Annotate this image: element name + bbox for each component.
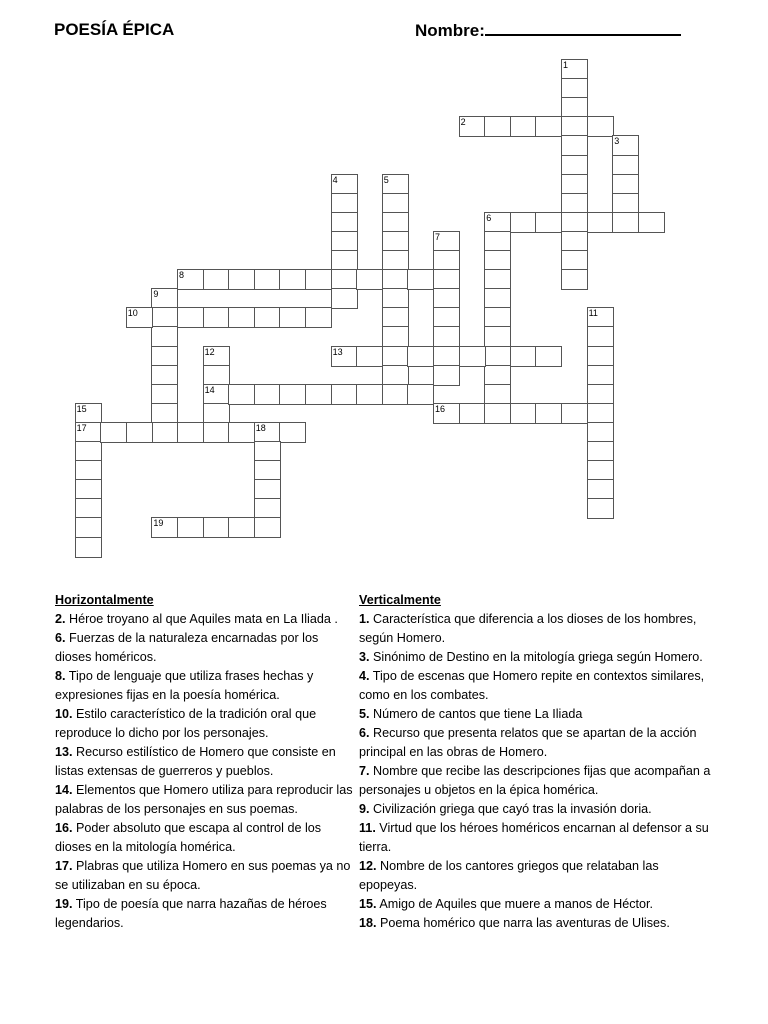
crossword-cell[interactable] xyxy=(433,307,460,328)
crossword-cell[interactable] xyxy=(484,288,511,309)
crossword-cell[interactable] xyxy=(484,116,511,137)
crossword-cell[interactable] xyxy=(331,288,358,309)
crossword-cell[interactable] xyxy=(535,212,562,233)
crossword-cell[interactable] xyxy=(279,384,306,405)
crossword-cell[interactable] xyxy=(151,307,178,328)
clue-number: 19. xyxy=(55,897,73,911)
crossword-cell[interactable] xyxy=(254,460,281,481)
crossword-cell[interactable] xyxy=(433,365,460,386)
crossword-cell[interactable] xyxy=(151,288,178,309)
across-heading: Horizontalmente xyxy=(55,593,154,607)
crossword-cell[interactable] xyxy=(75,403,102,424)
crossword-cell[interactable] xyxy=(612,155,639,176)
crossword-cell[interactable] xyxy=(203,346,230,367)
crossword-cell[interactable] xyxy=(459,346,486,367)
crossword-cell[interactable] xyxy=(407,346,434,367)
crossword-cell[interactable] xyxy=(254,307,281,328)
crossword-cell[interactable] xyxy=(382,326,409,347)
clue-number: 4. xyxy=(359,669,370,683)
clue-item xyxy=(359,819,717,857)
crossword-cell[interactable] xyxy=(561,403,588,424)
crossword-cell[interactable] xyxy=(433,250,460,271)
crossword-cell[interactable] xyxy=(151,517,178,538)
crossword-cell[interactable] xyxy=(331,212,358,233)
clue-item xyxy=(55,895,357,933)
clue-number: 1. xyxy=(359,612,370,626)
crossword-cell[interactable] xyxy=(587,307,614,328)
crossword-cell[interactable] xyxy=(75,460,102,481)
clue-text: Número de cantos que tiene La Iliada xyxy=(369,707,583,721)
clue-item xyxy=(359,724,717,762)
down-clues xyxy=(359,591,717,933)
crossword-cell[interactable] xyxy=(561,193,588,214)
clue-text: Poder absoluto que escapa al control de los dioses en la mitología homérica. xyxy=(55,821,322,854)
crossword-cell[interactable] xyxy=(510,403,537,424)
crossword-cell[interactable] xyxy=(612,212,639,233)
crossword-cell[interactable] xyxy=(510,116,537,137)
clue-number: 8. xyxy=(55,669,66,683)
clue-number: 10. xyxy=(55,707,73,721)
crossword-cell[interactable] xyxy=(587,479,614,500)
crossword-cell[interactable] xyxy=(305,384,332,405)
crossword-cell[interactable] xyxy=(305,269,332,290)
crossword-cell[interactable] xyxy=(433,346,460,367)
crossword-cell[interactable] xyxy=(612,135,639,156)
clue-item xyxy=(55,629,357,667)
crossword-cell[interactable] xyxy=(203,307,230,328)
crossword-cell[interactable] xyxy=(177,517,204,538)
clue-text: Fuerzas de la naturaleza encarnadas por los dioses homéricos. xyxy=(55,631,319,664)
clue-text: Característica que diferencia a los dioses de los hombres, según Homero. xyxy=(359,612,697,645)
crossword-cell[interactable] xyxy=(587,326,614,347)
clue-number: 4 xyxy=(332,174,338,185)
clue-item xyxy=(359,762,717,800)
crossword-cell[interactable] xyxy=(228,517,255,538)
crossword-cell[interactable] xyxy=(612,174,639,195)
crossword-cell[interactable] xyxy=(587,403,614,424)
crossword-cell[interactable] xyxy=(331,384,358,405)
crossword-cell[interactable] xyxy=(561,59,588,80)
clue-item xyxy=(359,667,717,705)
clue-number: 6 xyxy=(486,212,492,223)
crossword-cell[interactable] xyxy=(382,269,409,290)
crossword-cell[interactable] xyxy=(587,212,614,233)
clue-number: 5 xyxy=(383,174,389,185)
crossword-cell[interactable] xyxy=(484,212,511,233)
crossword-cell[interactable] xyxy=(151,326,178,347)
crossword-cell[interactable] xyxy=(126,422,153,443)
crossword-cell[interactable] xyxy=(561,78,588,99)
clue-text: Civilización griega que cayó tras la invasión doria. xyxy=(369,802,652,816)
clue-number: 14. xyxy=(55,783,73,797)
crossword-cell[interactable] xyxy=(356,384,383,405)
crossword-cell[interactable] xyxy=(203,269,230,290)
crossword-cell[interactable] xyxy=(382,384,409,405)
clue-number: 13 xyxy=(332,346,343,357)
clue-text: Recurso que presenta relatos que se apartan de la acción principal en las obras de Homero. xyxy=(359,726,697,759)
clue-number: 12 xyxy=(204,346,215,357)
crossword-cell[interactable] xyxy=(433,231,460,252)
crossword-cell[interactable] xyxy=(484,231,511,252)
crossword-cell[interactable] xyxy=(75,479,102,500)
crossword-cell[interactable] xyxy=(382,193,409,214)
clue-item xyxy=(359,800,717,819)
crossword-cell[interactable] xyxy=(331,231,358,252)
clue-text: Amigo de Aquiles que muere a manos de Héctor. xyxy=(376,897,654,911)
crossword-cell[interactable] xyxy=(177,307,204,328)
clue-text: Tipo de escenas que Homero repite en contextos similares, como en los combates. xyxy=(359,669,705,702)
crossword-cell[interactable] xyxy=(75,498,102,519)
clue-text: Recurso estilístico de Homero que consiste en listas extensas de guerreros y pueblos. xyxy=(55,745,336,778)
crossword-cell[interactable] xyxy=(484,365,511,386)
crossword-cell[interactable] xyxy=(100,422,127,443)
crossword-cell[interactable] xyxy=(484,346,511,367)
crossword-cell[interactable] xyxy=(587,365,614,386)
clue-number: 6. xyxy=(55,631,66,645)
clue-number: 12. xyxy=(359,859,377,873)
clue-item xyxy=(55,781,357,819)
crossword-cell[interactable] xyxy=(151,384,178,405)
crossword-cell[interactable] xyxy=(561,97,588,118)
crossword-cell[interactable] xyxy=(433,326,460,347)
crossword-cell[interactable] xyxy=(484,269,511,290)
crossword-cell[interactable] xyxy=(279,422,306,443)
clue-number: 5. xyxy=(359,707,370,721)
crossword-cell[interactable] xyxy=(203,517,230,538)
crossword-cell[interactable] xyxy=(382,250,409,271)
crossword-cell[interactable] xyxy=(433,269,460,290)
crossword-cell[interactable] xyxy=(382,288,409,309)
clue-number: 11. xyxy=(359,821,376,835)
clue-text: Nombre que recibe las descripciones fijas que acompañan a personajes u objetos en la épica homérica. xyxy=(359,764,711,797)
clue-text: Sinónimo de Destino en la mitología griega según Homero. xyxy=(369,650,703,664)
crossword-cell[interactable] xyxy=(510,346,537,367)
clue-number: 3 xyxy=(614,136,620,147)
clue-text: Nombre de los cantores griegos que relataban las epopeyas. xyxy=(359,859,659,892)
crossword-cell[interactable] xyxy=(638,212,665,233)
clue-item xyxy=(55,667,357,705)
crossword-cell[interactable] xyxy=(459,403,486,424)
crossword-cell[interactable] xyxy=(151,403,178,424)
crossword-cell[interactable] xyxy=(254,517,281,538)
name-label: Nombre: xyxy=(415,21,485,40)
clue-item xyxy=(359,895,717,914)
clue-item xyxy=(359,857,717,895)
clue-number: 13. xyxy=(55,745,73,759)
crossword-cell[interactable] xyxy=(484,250,511,271)
crossword-cell[interactable] xyxy=(587,116,614,137)
clue-text: Virtud que los héroes homéricos encarnan al defensor a su tierra. xyxy=(359,821,709,854)
crossword-cell[interactable] xyxy=(587,384,614,405)
crossword-cell[interactable] xyxy=(561,135,588,156)
crossword-cell[interactable] xyxy=(331,346,358,367)
down-clue-list xyxy=(359,610,717,933)
crossword-cell[interactable] xyxy=(561,231,588,252)
crossword-cell[interactable] xyxy=(382,365,409,386)
crossword-cell[interactable] xyxy=(587,460,614,481)
crossword-cell[interactable] xyxy=(331,269,358,290)
crossword-cell[interactable] xyxy=(484,326,511,347)
crossword-cell[interactable] xyxy=(279,307,306,328)
clue-number: 11 xyxy=(588,308,598,319)
crossword-cell[interactable] xyxy=(75,441,102,462)
clue-number: 7. xyxy=(359,764,370,778)
clue-text: Tipo de poesía que narra hazañas de héroes legendarios. xyxy=(55,897,327,930)
down-heading: Verticalmente xyxy=(359,593,441,607)
crossword-cell[interactable] xyxy=(203,422,230,443)
clue-text: Tipo de lenguaje que utiliza frases hechas y expresiones fijas en la poesía homérica. xyxy=(55,669,314,702)
clue-number: 8 xyxy=(179,270,185,281)
crossword-cell[interactable] xyxy=(151,365,178,386)
crossword-cell[interactable] xyxy=(407,384,434,405)
crossword-cell[interactable] xyxy=(203,384,230,405)
crossword-cell[interactable] xyxy=(203,403,230,424)
clue-number: 7 xyxy=(435,231,441,242)
crossword-cell[interactable] xyxy=(151,422,178,443)
clue-text: Poema homérico que narra las aventuras de Ulises. xyxy=(376,916,670,930)
crossword-cell[interactable] xyxy=(587,346,614,367)
crossword-cell[interactable] xyxy=(254,384,281,405)
crossword-cell[interactable] xyxy=(510,212,537,233)
clue-text: Elementos que Homero utiliza para reproducir las palabras de los personajes en sus poemas. xyxy=(55,783,353,816)
crossword-cell[interactable] xyxy=(254,269,281,290)
crossword-cell[interactable] xyxy=(331,174,358,195)
crossword-cell[interactable] xyxy=(228,384,255,405)
clue-number: 16 xyxy=(435,403,446,414)
crossword-cell[interactable] xyxy=(279,269,306,290)
crossword-cell[interactable] xyxy=(382,307,409,328)
crossword-cell[interactable] xyxy=(382,231,409,252)
crossword-cell[interactable] xyxy=(203,365,230,386)
crossword-cell[interactable] xyxy=(75,422,102,443)
clue-number: 17 xyxy=(76,422,87,433)
crossword-cell[interactable] xyxy=(612,193,639,214)
clue-text: Héroe troyano al que Aquiles mata en La Iliada . xyxy=(65,612,338,626)
clue-item xyxy=(359,610,717,648)
clue-number: 17. xyxy=(55,859,73,873)
clue-number: 3. xyxy=(359,650,370,664)
clue-number: 2 xyxy=(460,117,466,128)
clue-item xyxy=(55,743,357,781)
clue-number: 9. xyxy=(359,802,370,816)
clue-text: Plabras que utiliza Homero en sus poemas ya no se utilizaban en su época. xyxy=(55,859,351,892)
across-clue-list xyxy=(55,610,357,933)
crossword-cell[interactable] xyxy=(356,269,383,290)
crossword-cell[interactable] xyxy=(254,479,281,500)
clue-number: 18. xyxy=(359,916,377,930)
crossword-cell[interactable] xyxy=(254,422,281,443)
crossword-cell[interactable] xyxy=(433,403,460,424)
across-clues xyxy=(55,591,357,933)
clue-number: 1 xyxy=(563,60,569,70)
crossword-cell[interactable] xyxy=(535,346,562,367)
crossword-cell[interactable] xyxy=(561,155,588,176)
clue-number: 14 xyxy=(204,384,215,395)
crossword-cell[interactable] xyxy=(484,307,511,328)
clue-number: 15. xyxy=(359,897,377,911)
clue-item xyxy=(55,857,357,895)
clue-number: 9 xyxy=(153,289,159,300)
clue-text: Estilo característico de la tradición oral que reproduce lo dicho por los personajes. xyxy=(55,707,317,740)
clue-number: 6. xyxy=(359,726,370,740)
clue-number: 18 xyxy=(255,422,266,433)
crossword-cell[interactable] xyxy=(305,307,332,328)
crossword-cell[interactable] xyxy=(587,498,614,519)
crossword-cell[interactable] xyxy=(228,422,255,443)
crossword-cell[interactable] xyxy=(561,174,588,195)
crossword-cell[interactable] xyxy=(382,174,409,195)
crossword-cell[interactable] xyxy=(535,116,562,137)
crossword-cell[interactable] xyxy=(561,250,588,271)
clue-item xyxy=(55,705,357,743)
crossword-cell[interactable] xyxy=(484,384,511,405)
crossword-cell[interactable] xyxy=(254,498,281,519)
crossword-cell[interactable] xyxy=(561,269,588,290)
crossword-cell[interactable] xyxy=(407,269,434,290)
crossword-cell[interactable] xyxy=(356,346,383,367)
crossword-cell[interactable] xyxy=(228,307,255,328)
crossword-cell[interactable] xyxy=(254,441,281,462)
crossword-cell[interactable] xyxy=(331,250,358,271)
crossword-cell[interactable] xyxy=(151,346,178,367)
crossword-cell[interactable] xyxy=(561,212,588,233)
clue-number: 10 xyxy=(127,308,138,319)
clue-number: 16. xyxy=(55,821,73,835)
clue-item xyxy=(359,705,717,724)
crossword-cell[interactable] xyxy=(228,269,255,290)
crossword-cell[interactable] xyxy=(484,403,511,424)
crossword-cell[interactable] xyxy=(587,441,614,462)
crossword-cell[interactable] xyxy=(126,307,153,328)
crossword-cell[interactable] xyxy=(587,422,614,443)
clue-number: 19 xyxy=(153,518,164,529)
crossword-cell[interactable] xyxy=(75,517,102,538)
crossword-cell[interactable] xyxy=(331,193,358,214)
crossword-cell[interactable] xyxy=(535,403,562,424)
page-title: POESÍA ÉPICA xyxy=(54,20,175,39)
crossword-cell[interactable] xyxy=(561,116,588,137)
clue-item xyxy=(55,819,357,857)
crossword-cell[interactable] xyxy=(382,212,409,233)
clue-number: 2. xyxy=(55,612,66,626)
clue-item xyxy=(359,914,717,933)
crossword-cell[interactable] xyxy=(75,537,102,558)
clue-item xyxy=(55,610,357,629)
crossword-cell[interactable] xyxy=(177,422,204,443)
clue-number: 15 xyxy=(76,403,87,414)
clue-item xyxy=(359,648,717,667)
crossword-cell[interactable] xyxy=(433,288,460,309)
crossword-cell[interactable] xyxy=(382,346,409,367)
crossword-cell[interactable] xyxy=(459,116,486,137)
crossword-cell[interactable] xyxy=(177,269,204,290)
